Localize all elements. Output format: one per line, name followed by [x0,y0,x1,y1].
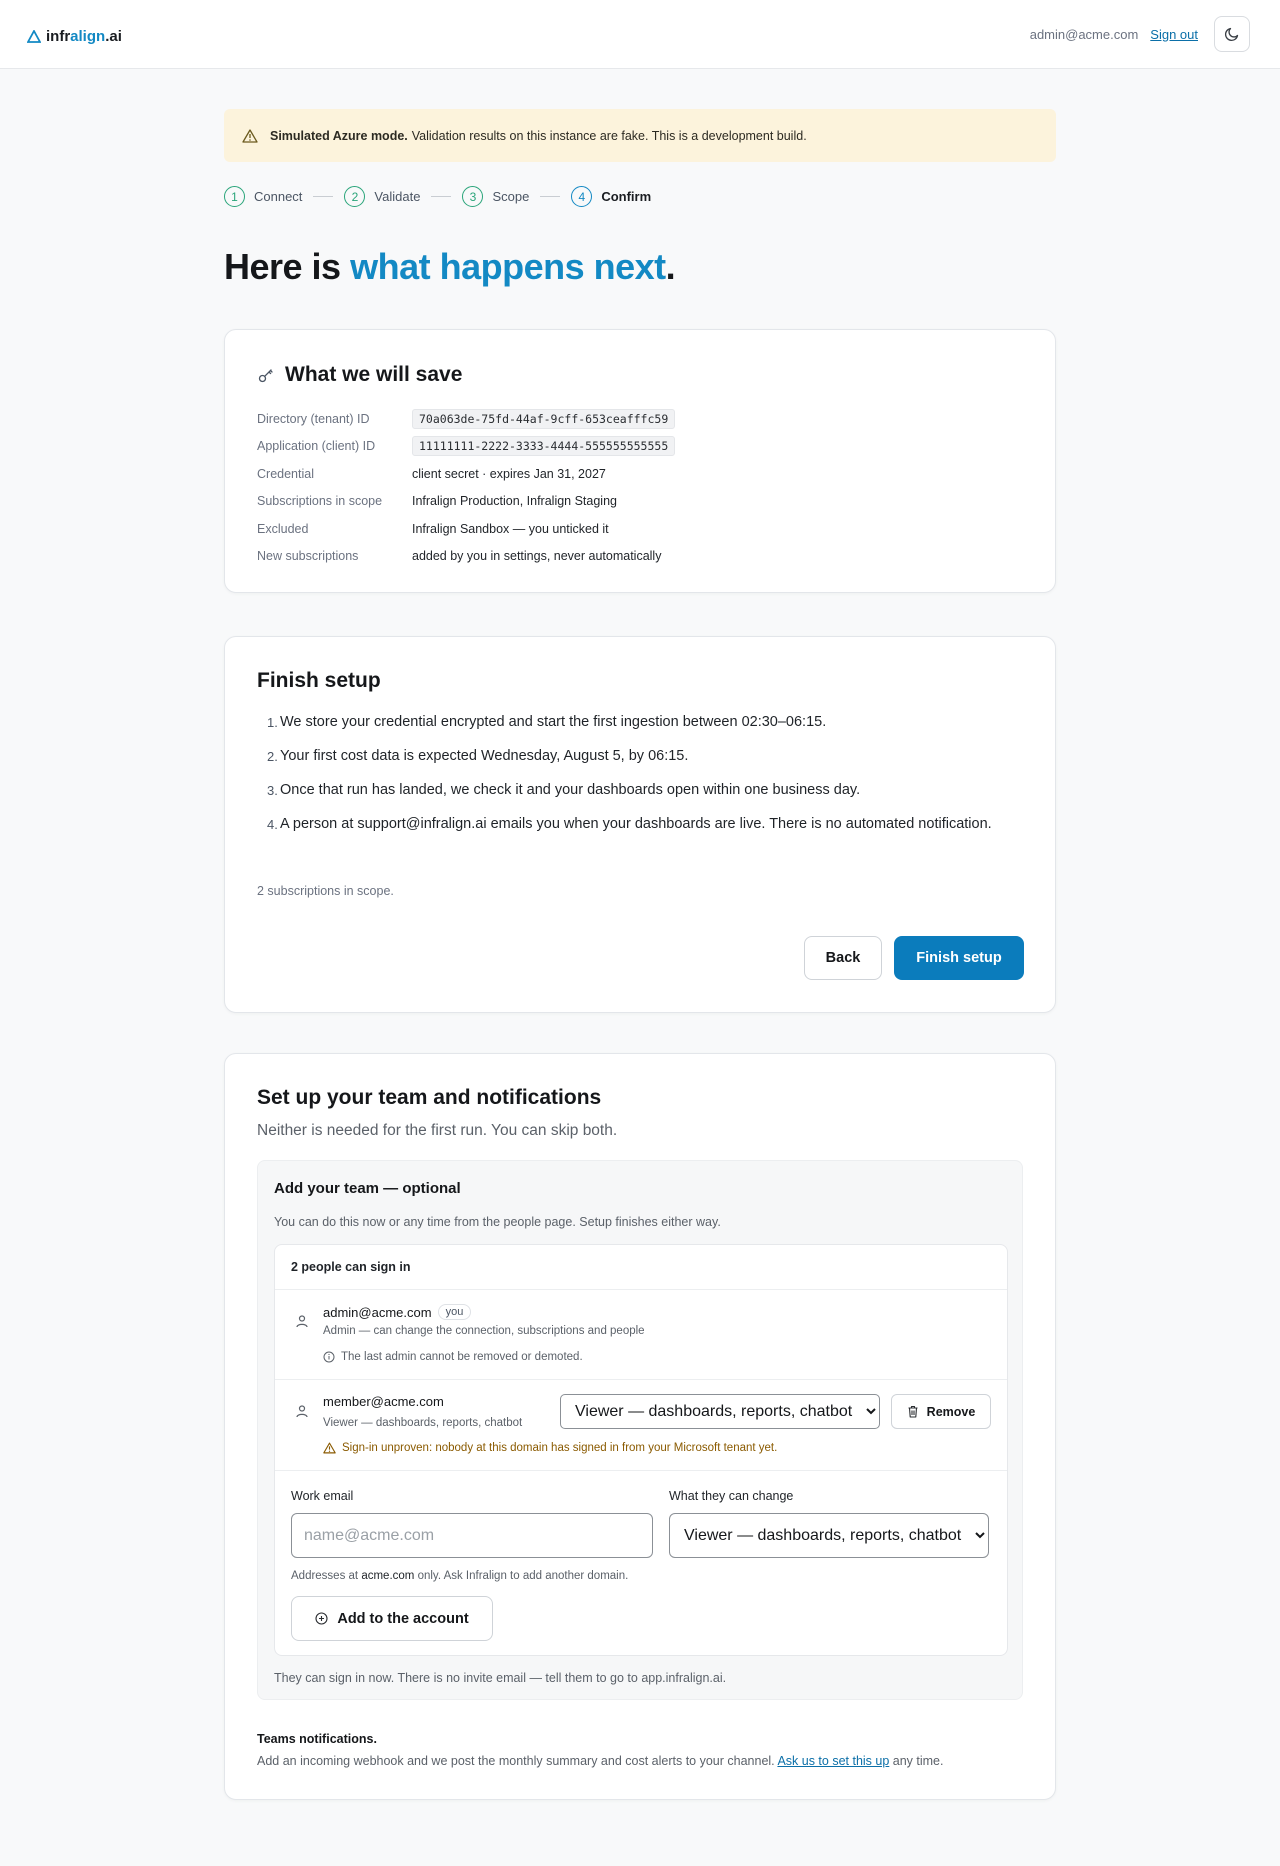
step-label: Scope [492,189,530,204]
card-title [257,363,462,387]
list-item [257,745,1037,768]
step-text: Once that run has landed, we check it and your dashboards open within one business day. [280,782,861,798]
key-icon [257,366,275,384]
step-index: 3. [267,783,278,798]
list-item [257,488,675,516]
logo-triangle-icon [27,30,41,43]
list-item [257,433,675,461]
ask-setup-link[interactable]: Ask us to set this up [777,1754,890,1768]
alert-bold: Simulated Azure mode. [270,128,408,143]
finish-card-title: Finish setup [257,669,381,692]
remove-label: Remove [926,1404,976,1419]
teams-notifications-title: Teams notifications. [257,1732,377,1746]
you-badge: you [438,1304,472,1320]
step-number: 2 [344,186,365,207]
info-icon [323,1351,335,1363]
headline-lead: Here is [224,246,351,287]
step-confirm [571,186,651,207]
person-email: member@acme.com [323,1394,444,1409]
step-divider [431,196,451,197]
save-card-title: What we will save [285,363,463,386]
domain-hint [291,1570,628,1582]
simulation-alert [224,109,1056,162]
person-role: Viewer — dashboards, reports, chatbot [323,1417,523,1429]
step-validate [344,186,420,207]
user-icon [295,1314,309,1328]
list-item [257,779,1037,802]
finish-setup-button[interactable]: Finish setup [894,936,1024,980]
top-bar [0,0,1280,69]
step-text: Your first cost data is expected Wednesday, August 5, by 06:15. [280,748,689,764]
hint-pre: Addresses at [291,1570,362,1582]
headline-accent: what happens next [350,246,666,287]
person-role: Admin — can change the connection, subscriptions and people [323,1325,645,1337]
credential-value: client secret · expires Jan 31, 2027 [412,466,606,481]
list-item [257,460,675,488]
work-email-input[interactable] [291,1513,653,1558]
add-team-panel [257,1160,1023,1700]
person-email: admin@acme.com [323,1304,432,1320]
list-item [257,543,675,571]
logo-text-2: align [70,28,106,45]
step-label: Connect [254,189,303,204]
setup-stepper [224,186,651,207]
step-number: 4 [571,186,592,207]
user-icon [295,1404,309,1418]
step-index: 4. [267,817,278,832]
people-list [274,1244,1008,1656]
step-index: 1. [267,715,278,730]
new-member-role-select[interactable] [669,1513,989,1558]
logo[interactable] [27,28,122,45]
field-key: Subscriptions in scope [257,494,383,509]
saved-values-list [257,405,675,570]
teams-text-post: any time. [889,1754,944,1768]
step-scope [462,186,529,207]
step-number: 3 [462,186,483,207]
step-divider [540,196,560,197]
hint-post: only. Ask Infralign to add another domain. [414,1570,629,1582]
step-connect [224,186,302,207]
hint-domain: acme.com [361,1570,415,1582]
sign-out-link[interactable]: Sign out [1150,26,1198,42]
back-button[interactable]: Back [804,936,882,980]
email-field-label: Work email [291,1489,354,1503]
teams-text-pre: Add an incoming webhook and we post the monthly summary and cost alerts to your channel. [257,1754,778,1768]
page-title [224,246,675,288]
field-key: Excluded [257,521,309,536]
list-item [257,515,675,543]
add-team-subtitle: You can do this now or any time from the people page. Setup finishes either way. [274,1215,721,1229]
person-note-text: The last admin cannot be removed or demoted. [341,1351,583,1363]
step-text: A person at support@infralign.ai emails you when your dashboards are live. There is no automated notification. [280,816,992,832]
step-index: 2. [267,749,278,764]
field-key: Credential [257,466,314,481]
headline-tail: . [665,246,676,287]
person-note [323,1351,583,1363]
role-field-label: What they can change [669,1489,794,1503]
field-key: New subscriptions [257,549,359,564]
person-warning-text: Sign-in unproven: nobody at this domain has signed in from your Microsoft tenant yet. [342,1442,778,1454]
team-notifications-card [224,1053,1056,1800]
add-label: Add to the account [337,1610,469,1627]
step-text: We store your credential encrypted and start the first ingestion between 02:30–06:15. [280,714,827,730]
add-to-account-button[interactable] [291,1596,493,1641]
member-role-select[interactable] [560,1394,880,1429]
remove-member-button[interactable] [891,1394,991,1429]
table-row [275,1380,1007,1471]
table-row [275,1290,1007,1380]
theme-toggle-button[interactable] [1214,16,1250,52]
list-item [257,405,675,433]
logo-text-3: .ai [105,28,122,45]
subscriptions-value: Infralign Production, Infralign Staging [412,494,617,509]
list-item [257,813,1037,836]
subscription-count: 2 subscriptions in scope. [257,884,394,898]
step-divider [313,196,333,197]
field-key: Application (client) ID [257,439,376,454]
trash-icon [907,1405,919,1418]
client-id-value: 11111111-2222-3333-4444-555555555555 [412,436,675,456]
sign-in-note: They can sign in now. There is no invite email — tell them to go to app.infralign.ai. [274,1671,727,1685]
new-subscriptions-value: added by you in settings, never automatically [412,549,662,564]
logo-text-1: infr [46,28,71,45]
warning-icon [242,129,258,143]
next-steps-list [257,711,1037,847]
team-card-subtitle: Neither is needed for the first run. You can skip both. [257,1122,618,1139]
person-warning [323,1442,777,1454]
tenant-id-value: 70a063de-75fd-44af-9cff-653ceafffc59 [412,409,675,429]
user-email: admin@acme.com [1029,26,1139,42]
warning-icon [323,1442,336,1454]
list-item [257,711,1037,734]
people-count: 2 people can sign in [275,1245,1007,1290]
save-summary-card [224,329,1056,593]
teams-notifications-text [257,1754,943,1768]
step-label: Validate [374,189,421,204]
field-key: Directory (tenant) ID [257,411,370,426]
step-label: Confirm [601,189,652,204]
finish-setup-card [224,636,1056,1013]
add-team-title: Add your team — optional [274,1180,461,1197]
step-number: 1 [224,186,245,207]
alert-text: Validation results on this instance are fake. This is a development build. [411,128,807,143]
plus-circle-icon [315,1612,328,1625]
excluded-value: Infralign Sandbox — you unticked it [412,521,609,536]
moon-icon [1224,26,1240,42]
team-card-title: Set up your team and notifications [257,1086,602,1109]
